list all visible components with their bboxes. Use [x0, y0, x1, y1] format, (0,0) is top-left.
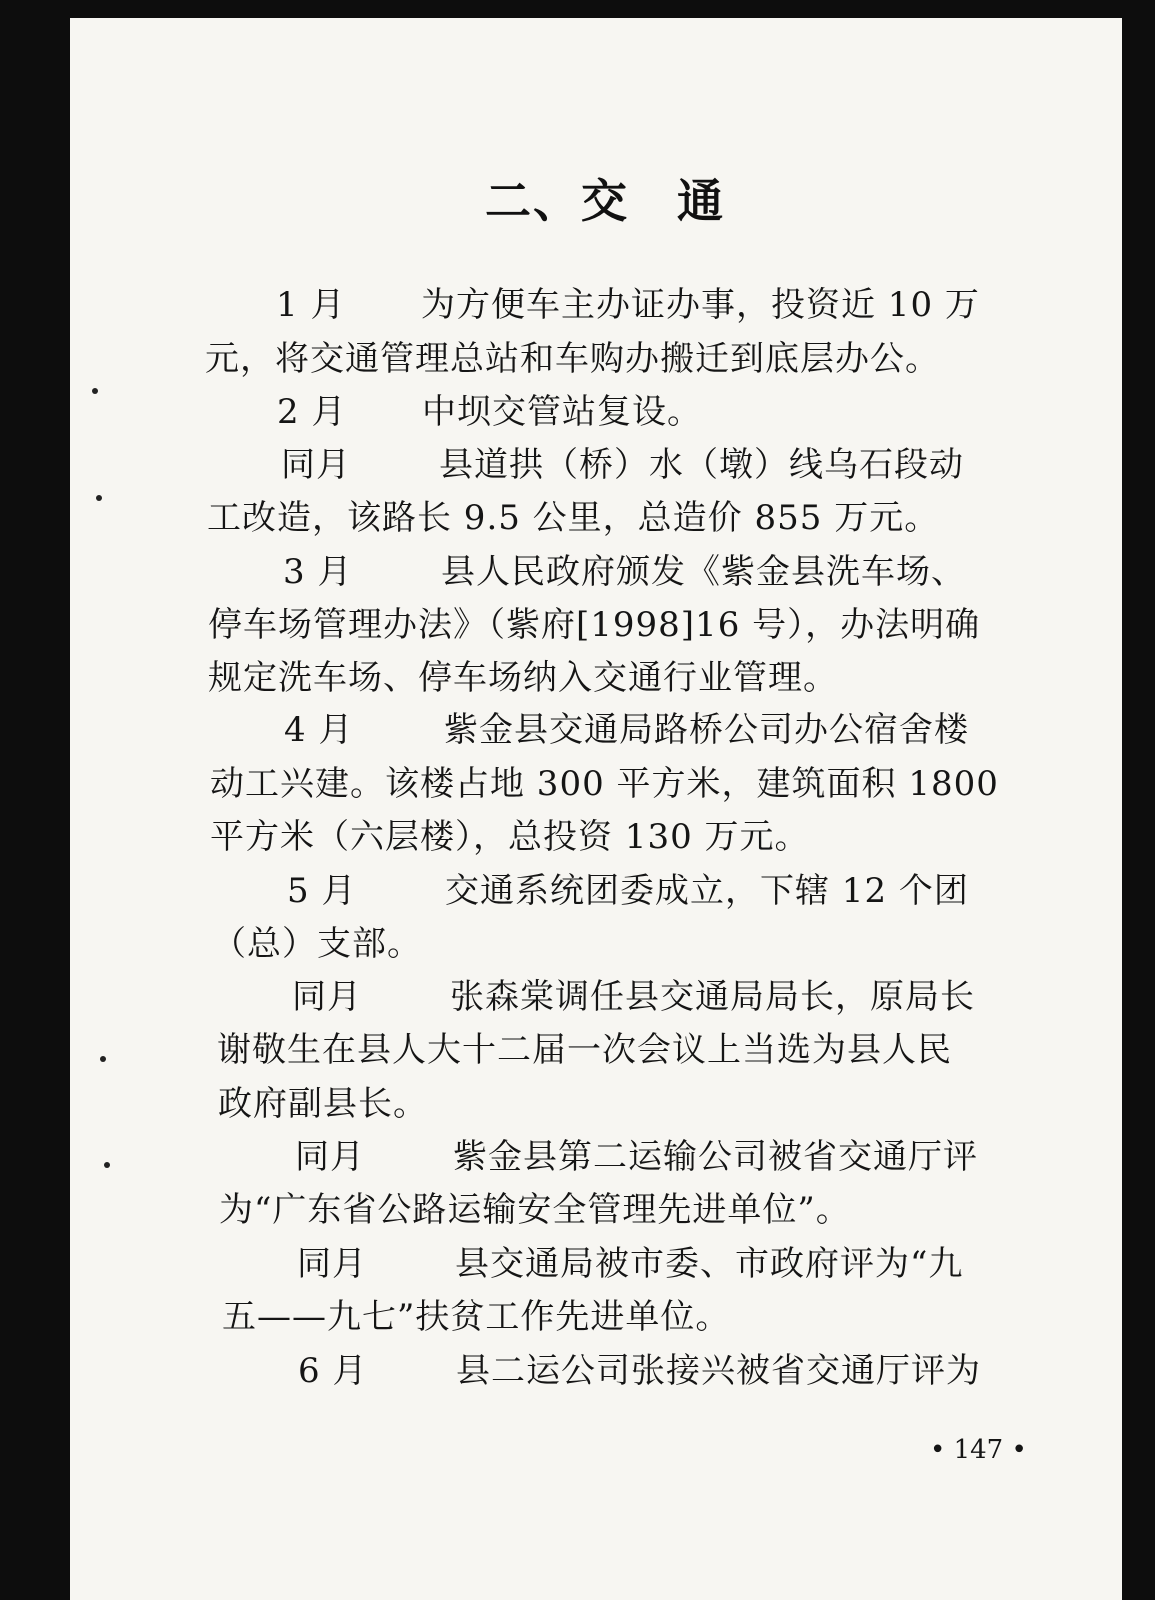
entry-line	[219, 1182, 851, 1231]
entry-line	[205, 331, 940, 380]
entry-text: 紫金县第二运输公司被省交通厅评	[453, 1137, 978, 1177]
entry-line	[298, 1343, 981, 1392]
entry-date: 同月	[281, 445, 351, 485]
entry-line	[222, 1289, 730, 1338]
entry-text: 紫金县交通局路桥公司办公宿舍楼	[444, 710, 969, 750]
section-title-part1: 二、交	[485, 174, 629, 228]
entry-text: 动工兴建。该楼占地 300 平方米，建筑面积 1800	[210, 764, 999, 804]
entry-date: 2 月	[277, 392, 347, 432]
entry-text: 规定洗车场、停车场纳入交通行业管理。	[208, 658, 838, 698]
entry-date: 3 月	[283, 552, 353, 592]
entry-text: 中坝交管站复设。	[422, 392, 702, 432]
entry-text: 为“广东省公路运输安全管理先进单位”。	[219, 1190, 851, 1230]
entry-text: 谢敬生在县人大十二届一次会议上当选为县人民	[217, 1030, 952, 1070]
entry-text: 平方米（六层楼），总投资 130 万元。	[210, 817, 810, 857]
entry-text: 为方便车主办证办事，投资近 10 万	[421, 285, 980, 325]
entry-line	[208, 597, 980, 646]
entry-text: 元，将交通管理总站和车购办搬迁到底层办公。	[205, 339, 940, 379]
entry-line	[277, 384, 702, 433]
scan-border-left	[0, 0, 70, 1600]
entry-line	[295, 1129, 978, 1178]
entry-text: 停车场管理办法》（紫府[1998]16 号），办法明确	[208, 605, 981, 645]
entry-date: 5 月	[287, 871, 357, 911]
entry-date: 同月	[292, 977, 362, 1017]
entry-date: 同月	[297, 1244, 367, 1284]
entry-text: 交通系统团委成立，下辖 12 个团	[445, 871, 969, 911]
entry-line	[217, 1022, 952, 1071]
page-number: • 147 •	[930, 1435, 1027, 1465]
entry-date: 1 月	[276, 285, 346, 325]
entry-line	[283, 544, 966, 593]
entry-line	[292, 969, 975, 1018]
entry-text: 张森棠调任县交通局局长，原局长	[450, 977, 975, 1017]
entry-text: 县二运公司张接兴被省交通厅评为	[456, 1351, 981, 1391]
entry-text: 五——九七”扶贫工作先进单位。	[222, 1297, 731, 1337]
entry-line	[297, 1236, 963, 1285]
scan-speck	[104, 1162, 110, 1168]
entry-line	[276, 277, 980, 326]
scan-speck	[96, 495, 102, 501]
entry-line	[208, 650, 838, 699]
entry-date: 同月	[295, 1137, 365, 1177]
entry-text: 县人民政府颁发《紫金县洗车场、	[441, 552, 966, 592]
entry-line	[284, 702, 969, 751]
section-title-part2: 通	[677, 174, 725, 228]
entry-line	[218, 1076, 428, 1125]
entry-date: 6 月	[298, 1351, 368, 1391]
entry-line	[210, 756, 999, 805]
section-title	[485, 165, 725, 231]
entry-text: 工改造，该路长 9.5 公里，总造价 855 万元。	[207, 498, 940, 538]
scan-speck	[92, 388, 98, 394]
entry-text: 政府副县长。	[218, 1084, 428, 1124]
entry-text: 县交通局被市委、市政府评为“九	[455, 1244, 964, 1284]
scan-speck	[100, 1056, 106, 1062]
entry-text: 县道拱（桥）水（墩）线乌石段动	[439, 445, 964, 485]
entry-line	[287, 863, 969, 912]
scan-border-top	[0, 0, 1155, 18]
entry-line	[212, 916, 422, 965]
entry-date: 4 月	[284, 710, 354, 750]
entry-line	[210, 809, 810, 858]
entry-line	[207, 490, 939, 539]
scan-border-right	[1122, 0, 1155, 1600]
entry-line	[281, 437, 964, 486]
entry-text: （总）支部。	[212, 924, 422, 964]
